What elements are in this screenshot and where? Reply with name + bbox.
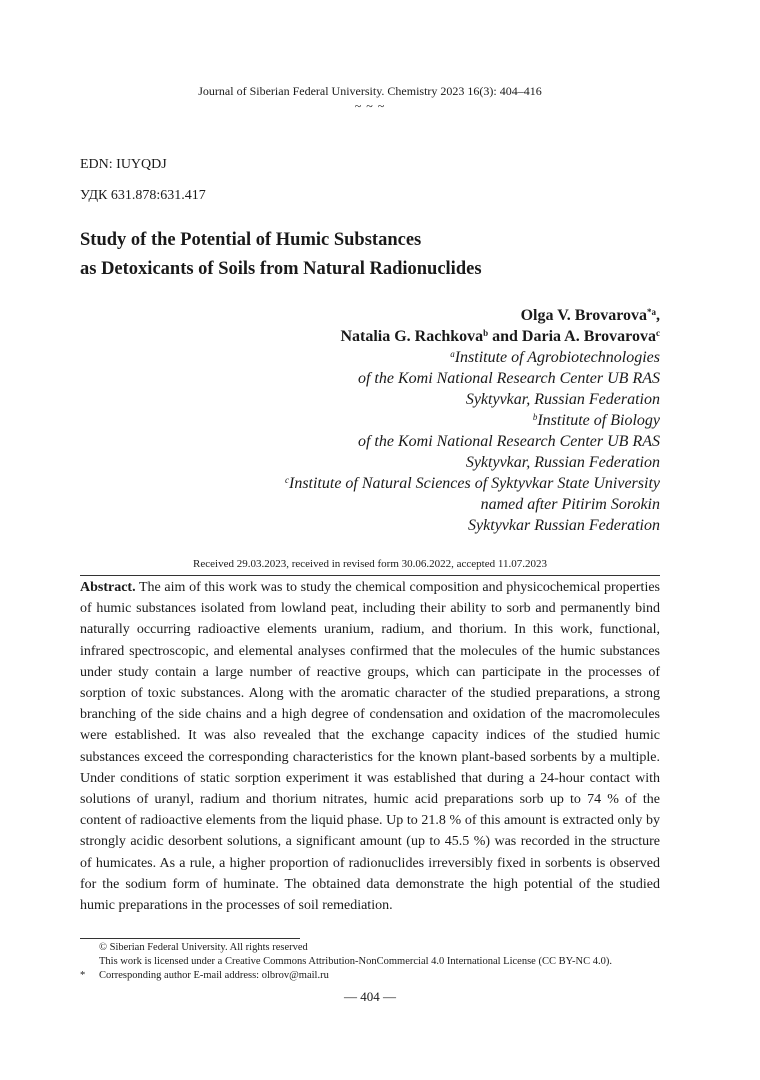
affiliation-c-name: Institute of Natural Sciences of Syktyvkar State University bbox=[288, 475, 660, 492]
affiliation-a-name: Institute of Agrobiotechnologies bbox=[454, 349, 660, 366]
affiliation-b-line-2: of the Komi National Research Center UB RAS bbox=[357, 433, 660, 450]
author-1-affiliation-mark: *a bbox=[647, 307, 656, 317]
author-2-name: Natalia G. Rachkova bbox=[340, 328, 484, 345]
abstract-paragraph bbox=[80, 577, 660, 916]
affiliation-c-mark: c bbox=[284, 475, 289, 485]
affiliation-b-line-1 bbox=[285, 410, 660, 431]
footnote-copyright: © Siberian Federal University. All rights reserved bbox=[99, 942, 308, 953]
footnote-star-mark: * bbox=[80, 970, 86, 981]
author-conjunction: and bbox=[488, 328, 522, 345]
affiliation-a-line-3: Syktyvkar, Russian Federation bbox=[465, 391, 660, 408]
author-3-affiliation-mark: c bbox=[656, 328, 660, 338]
footnote-corresponding bbox=[80, 969, 329, 983]
author-line-1 bbox=[285, 305, 660, 326]
affiliation-b-name: Institute of Biology bbox=[537, 412, 660, 429]
corresponding-author-email: Corresponding author E-mail address: olbrov@mail.ru bbox=[99, 970, 329, 981]
author-2-affiliation-mark: b bbox=[483, 328, 489, 338]
abstract-label: Abstract. bbox=[80, 580, 136, 595]
footnote-license: This work is licensed under a Creative Commons Attribution-NonCommercial 4.0 International License (CC BY-NC 4.0). bbox=[99, 956, 612, 967]
title-line-1: Study of the Potential of Humic Substances bbox=[80, 230, 422, 250]
affiliation-c-line-3: Syktyvkar Russian Federation bbox=[468, 517, 660, 534]
affiliation-b-line-3: Syktyvkar, Russian Federation bbox=[465, 454, 660, 471]
received-dates: Received 29.03.2023, received in revised form 30.06.2022, accepted 11.07.2023 bbox=[193, 558, 547, 570]
affiliation-a-line-2: of the Komi National Research Center UB RAS bbox=[357, 370, 660, 387]
affiliation-a-mark: a bbox=[450, 349, 455, 359]
header-separator: ~ ~ ~ bbox=[354, 99, 386, 113]
journal-header: Journal of Siberian Federal University. Chemistry 2023 16(3): 404–416 bbox=[198, 84, 542, 98]
edn-code: EDN: IUYQDJ bbox=[80, 157, 167, 172]
paper-title bbox=[80, 226, 482, 284]
affiliation-c-line-1 bbox=[285, 473, 660, 494]
author-1-name: Olga V. Brovarova bbox=[520, 307, 647, 324]
page-number: — 404 — bbox=[344, 989, 396, 1004]
title-line-2: as Detoxicants of Soils from Natural Radionuclides bbox=[80, 259, 482, 279]
author-3-name: Daria A. Brovarova bbox=[521, 328, 656, 345]
author-block bbox=[285, 305, 660, 536]
author-1-separator: , bbox=[656, 307, 660, 324]
author-line-2 bbox=[285, 326, 660, 347]
affiliation-b-mark: b bbox=[532, 412, 538, 422]
affiliation-c-line-2: named after Pitirim Sorokin bbox=[480, 496, 660, 513]
udk-code: УДК 631.878:631.417 bbox=[80, 188, 206, 203]
footnote-rule bbox=[80, 938, 300, 939]
abstract-top-rule bbox=[80, 575, 660, 576]
affiliation-a-line-1 bbox=[285, 347, 660, 368]
abstract-text: The aim of this work was to study the chemical composition and physicochemical properties of humic substances isolated from lowland peat, including their ability to sorb and permanently bind naturally occurring radioactive elements uranium, radium, and thorium. In this work, functional, infrared spectroscopic, and elemental analyses confirmed that the molecules of the humic substances under study contain a large number of reactive groups, which can participate in the processes of sorption of toxic substances. Along with the aromatic character of the studied preparations, a strong branching of the side chains and a high degree of condensation and oxidation of the macromolecules were established. It was also revealed that the exchange capacity indices of the studied humic substances exceed the corresponding characteristics for the known plant-based sorbents by a multiple. Under conditions of static sorption experiment it was established that during a 24-hour contact with solutions of uranyl, radium and thorium nitrates, humic acid preparations sorb up to 74 % of the content of radioactive elements from the liquid phase. Up to 21.8 % of this amount is extracted only by strongly acidic desorbent solutions, a significant amount (up to 45.5 %) was recorded in the structure of humicates. As a rule, a higher proportion of radionuclides irreversibly fixed in sorbents is observed for the sodium form of huminate. The obtained data demonstrate the high potential of the studied humic preparations in the processes of soil remediation. bbox=[80, 580, 660, 914]
